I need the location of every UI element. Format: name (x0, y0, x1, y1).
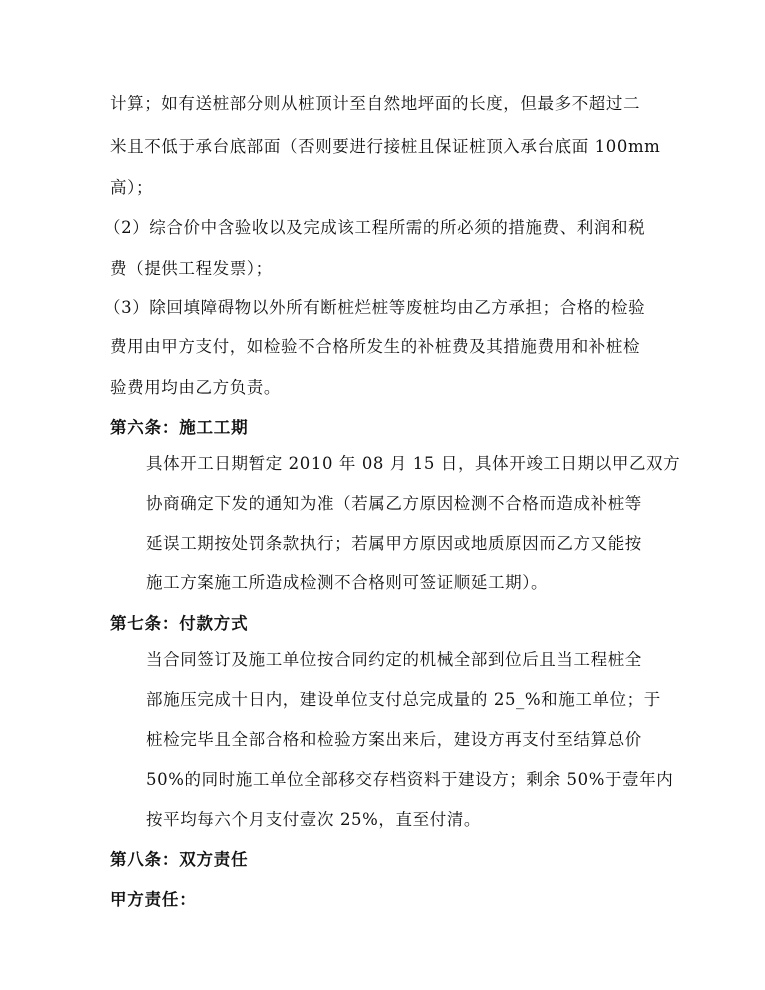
article-6-line-3: 延误工期按处罚条款执行；若属甲方原因或地质原因而乙方又能按 (146, 534, 642, 553)
article-6-heading: 第六条：施工工期 (110, 418, 249, 437)
party-a-heading: 甲方责任： (110, 890, 197, 909)
p3-line-2: 费用由甲方支付，如检验不合格所发生的补桩费及其措施费用和补桩检 (110, 337, 641, 356)
article-6-line-2: 协商确定下发的通知为准（若属乙方原因检测不合格而造成补桩等 (146, 494, 642, 513)
p3-line-3: 验费用均由乙方负责。 (110, 378, 281, 397)
p1-line-3: 高）； (110, 178, 154, 197)
p2-line-1: （2）综合价中含验收以及完成该工程所需的所必须的措施费、利润和税 (104, 218, 646, 237)
article-7-line-5: 按平均每六个月支付壹次 25%，直至付清。 (146, 810, 482, 829)
p1-line-1: 计算；如有送桩部分则从桩顶计至自然地坪面的长度，但最多不超过二 (110, 94, 641, 113)
p3-line-1: （3）除回填障碍物以外所有断桩烂桩等废桩均由乙方承担；合格的检验 (104, 298, 646, 317)
article-7-line-1: 当合同签订及施工单位按合同约定的机械全部到位后且当工程桩全 (146, 650, 642, 669)
p1-line-2: 米且不低于承台底部面（否则要进行接桩且保证桩顶入承台底面 100mm (110, 137, 661, 156)
article-6-line-1: 具体开工日期暂定 2010 年 08 月 15 日，具体开竣工日期以甲乙双方 (146, 454, 681, 473)
article-6-line-4: 施工方案施工所造成检测不合格则可签证顺延工期）。 (146, 573, 549, 592)
article-7-heading: 第七条：付款方式 (110, 614, 249, 633)
article-7-line-3: 桩检完毕且全部合格和检验方案出来后，建设方再支付至结算总价 (146, 730, 642, 749)
article-7-line-4: 50%的同时施工单位全部移交存档资料于建设方；剩余 50%于壹年内 (146, 770, 674, 789)
article-7-line-2: 部施压完成十日内，建设单位支付总完成量的 25_%和施工单位；于 (146, 690, 661, 709)
p2-line-2: 费（提供工程发票）； (110, 259, 273, 278)
article-8-heading: 第八条：双方责任 (110, 850, 249, 869)
